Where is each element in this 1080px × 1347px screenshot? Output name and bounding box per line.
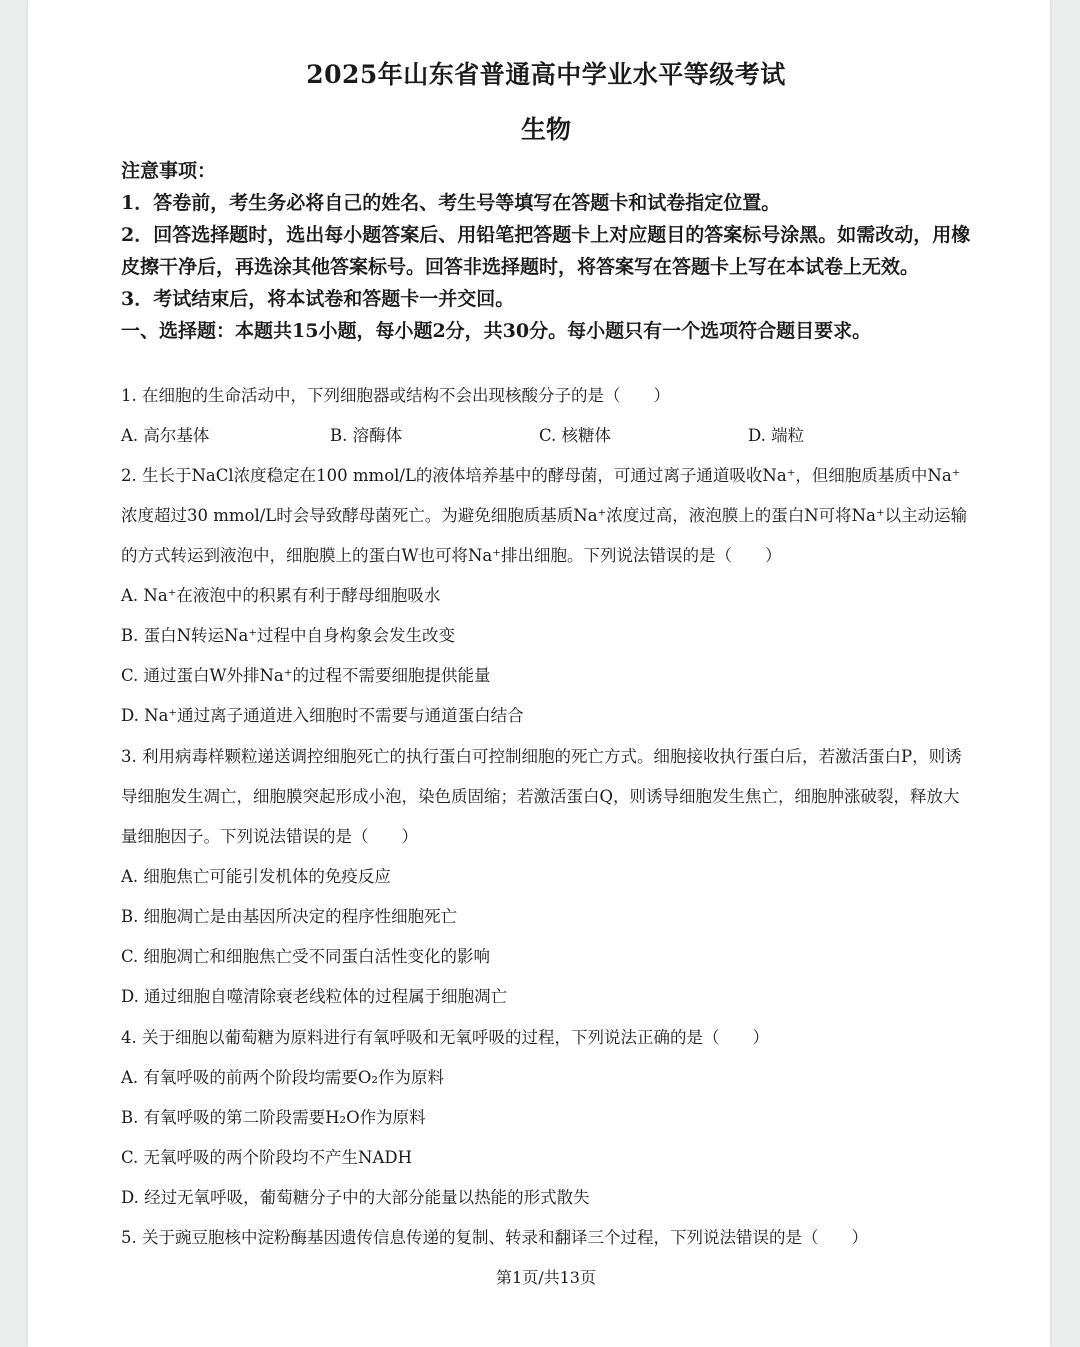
- question-stem: 5. 关于豌豆胞核中淀粉酶基因遗传信息传递的复制、转录和翻译三个过程，下列说法错误的是（ ）: [121, 1228, 868, 1247]
- option-b: B. 溶酶体: [330, 426, 403, 445]
- option-a: A. 细胞焦亡可能引发机体的免疫反应: [121, 867, 391, 886]
- question-3: [121, 737, 971, 1017]
- option-b: B. 蛋白N转运Na⁺过程中自身构象会发生改变: [121, 626, 456, 645]
- note-item: 3．考试结束后，将本试卷和答题卡一并交回。: [121, 288, 515, 310]
- option-a: A. Na⁺在液泡中的积累有利于酵母细胞吸水: [121, 586, 441, 605]
- document-page: [28, 0, 1050, 1347]
- option-a: A. 高尔基体: [121, 426, 210, 445]
- option-b: B. 有氧呼吸的第二阶段需要H₂O作为原料: [121, 1108, 426, 1127]
- option-a: A. 有氧呼吸的前两个阶段均需要O₂作为原料: [121, 1068, 445, 1087]
- options-row: [121, 416, 971, 456]
- section-heading: 一、选择题：本题共15小题，每小题2分，共30分。每小题只有一个选项符合题目要求。: [121, 320, 872, 342]
- exam-title: 2025年山东省普通高中学业水平等级考试: [306, 60, 786, 89]
- option-d: D. 通过细胞自噬清除衰老线粒体的过程属于细胞凋亡: [121, 987, 508, 1006]
- question-stem: 2. 生长于NaCl浓度稳定在100 mmol/L的液体培养基中的酵母菌，可通过离子通道吸收Na⁺，但细胞质基质中Na⁺浓度超过30 mmol/L时会导致酵母菌死亡。为避免细胞质基质Na⁺浓度过高，液泡膜上的蛋白N可将Na⁺以主动运输的方式转运到液泡中，细胞膜上的蛋白W也可将Na⁺排出细胞。下列说法错误的是（ ）: [121, 466, 968, 565]
- option-c: C. 通过蛋白W外排Na⁺的过程不需要细胞提供能量: [121, 666, 491, 685]
- notes-block: [121, 155, 971, 347]
- question-stem: 1. 在细胞的生命活动中，下列细胞器或结构不会出现核酸分子的是（ ）: [121, 386, 670, 405]
- question-stem: 3. 利用病毒样颗粒递送调控细胞死亡的执行蛋白可控制细胞的死亡方式。细胞接收执行蛋白后，若激活蛋白P，则诱导细胞发生凋亡，细胞膜突起形成小泡，染色质固缩；若激活蛋白Q，则诱导细胞发生焦亡，细胞肿涨破裂，释放大量细胞因子。下列说法错误的是（ ）: [121, 747, 962, 846]
- subject-title: 生物: [520, 115, 571, 144]
- option-d: D. Na⁺通过离子通道进入细胞时不需要与通道蛋白结合: [121, 706, 524, 725]
- question-1: [121, 376, 971, 456]
- option-c: C. 核糖体: [539, 426, 612, 445]
- question-5: [121, 1218, 971, 1258]
- question-2: [121, 456, 971, 736]
- option-d: D. 端粒: [748, 426, 805, 445]
- notes-heading: 注意事项：: [121, 160, 217, 182]
- note-item: 2．回答选择题时，选出每小题答案后、用铅笔把答题卡上对应题目的答案标号涂黑。如需改动，用橡皮擦干净后，再选涂其他答案标号。回答非选择题时，将答案写在答题卡上写在本试卷上无效。: [121, 224, 971, 278]
- option-d: D. 经过无氧呼吸，葡萄糖分子中的大部分能量以热能的形式散失: [121, 1188, 590, 1207]
- question-4: [121, 1018, 971, 1218]
- page-footer: 第1页/共13页: [496, 1268, 596, 1287]
- question-stem: 4. 关于细胞以葡萄糖为原料进行有氧呼吸和无氧呼吸的过程，下列说法正确的是（ ）: [121, 1028, 769, 1047]
- option-c: C. 无氧呼吸的两个阶段均不产生NADH: [121, 1148, 412, 1167]
- note-item: 1．答卷前，考生务必将自己的姓名、考生号等填写在答题卡和试卷指定位置。: [121, 192, 781, 214]
- option-b: B. 细胞凋亡是由基因所决定的程序性细胞死亡: [121, 907, 458, 926]
- option-c: C. 细胞凋亡和细胞焦亡受不同蛋白活性变化的影响: [121, 947, 491, 966]
